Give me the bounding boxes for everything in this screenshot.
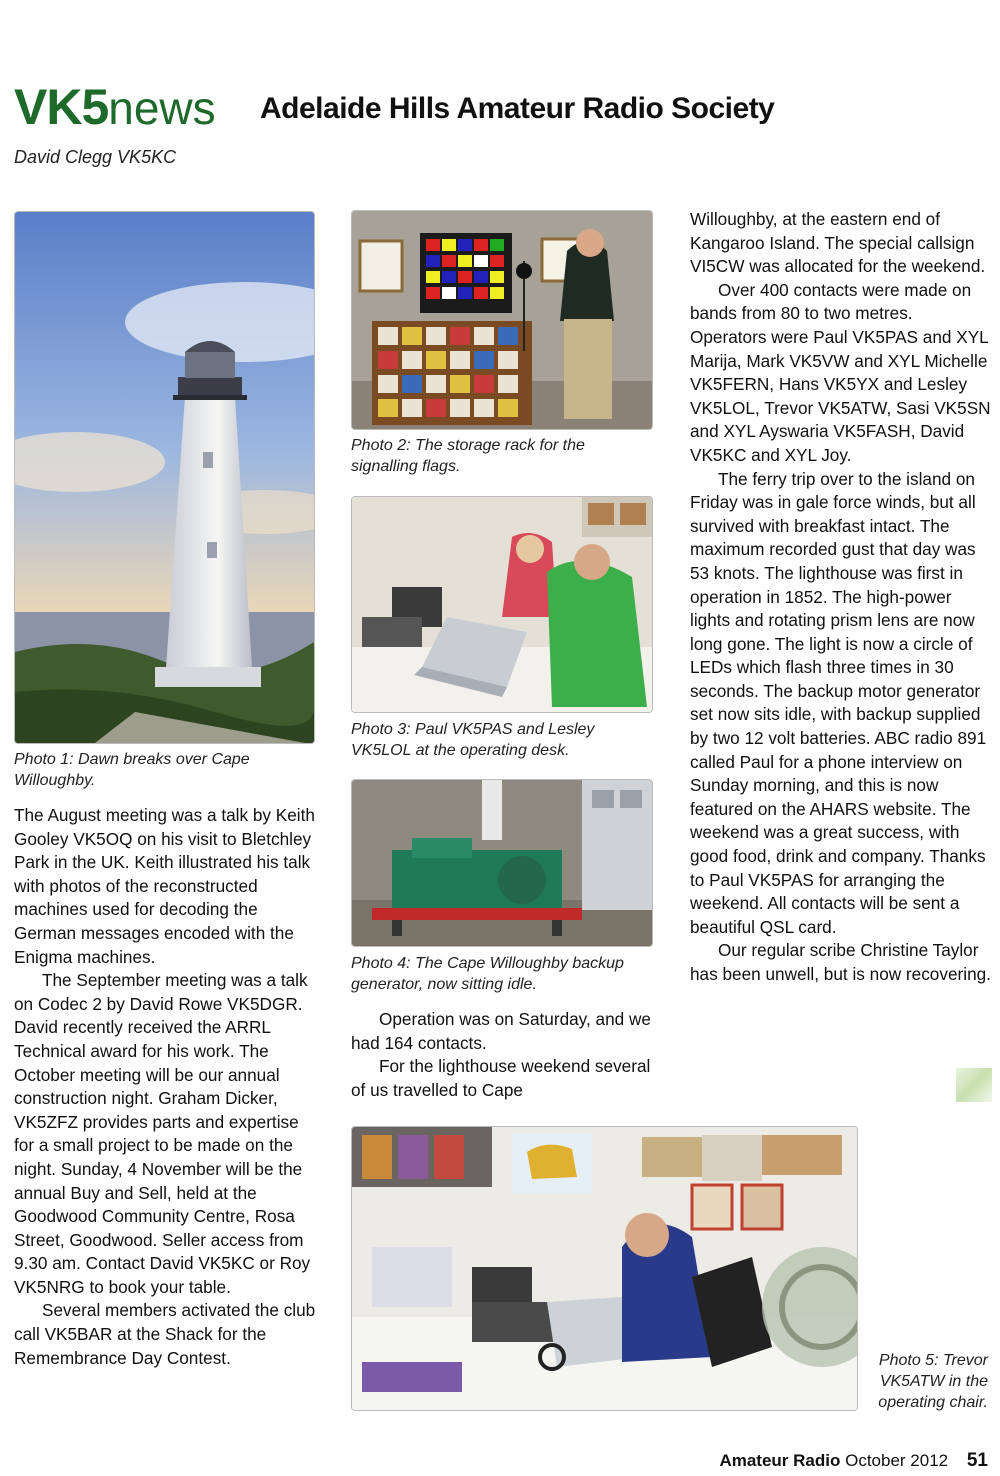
photo-operating-chair: [351, 1126, 858, 1411]
paragraph: Several members activated the club call VK5BAR at the Shack for the Remembrance Day Contest.: [14, 1300, 316, 1368]
operating-chair-image: [352, 1127, 857, 1410]
author-byline: David Clegg VK5KC: [14, 147, 177, 167]
footer-publication: Amateur Radio: [719, 1451, 841, 1470]
brand-light: news: [108, 82, 216, 134]
paragraph: Our regular scribe Christine Taylor has been unwell, but is now recovering.: [690, 940, 991, 984]
paragraph: The September meeting was a talk on Codec 2 by David Rowe VK5DGR. David recently received the ARRL Technical award for his work. The October meeting will be our annual construction night. Graham Dicker, VK5ZFZ provides parts and expertise for a small project to be made on the night. Sunday, 4 November will be the annual Buy and Sell, held at the Goodwood Community Centre, Rosa Street, Goodwood. Seller access from 9.30 am. Contact David VK5KC or Roy VK5NRG to book your table.: [14, 970, 311, 1297]
decorative-mark: [956, 1068, 992, 1102]
paragraph: The ferry trip over to the island on Friday was in gale force winds, but all survived with breakfast intact. The maximum recorded gust that day was 53 knots. The lighthouse was first in operation in 1852. The high-power lights and rotating prism lens are now long gone. The light is now a circle of LEDs which flash three times in 30 seconds. The backup motor generator set now sits idle, with backup supplied by two 12 volt batteries. ABC radio 891 called Paul for a phone interview on Sunday morning, and this is now featured on the AHARS website. The weekend was a great success, with good food, drink and company. Thanks to Paul VK5PAS for arranging the weekend. All contacts will be sent a beautiful QSL card.: [690, 468, 987, 937]
column-2-text: [351, 1008, 653, 1102]
paragraph: Operation was on Saturday, and we had 164 contacts.: [351, 1009, 651, 1053]
caption-photo4: Photo 4: The Cape Willoughby backup generator, now sitting idle.: [351, 955, 624, 993]
page-title: Adelaide Hills Amateur Radio Society: [260, 92, 775, 125]
column-3-text: [690, 208, 992, 987]
footer-page-number: 51: [966, 1450, 988, 1471]
caption-photo2: Photo 2: The storage rack for the signalling flags.: [351, 437, 585, 475]
paragraph: Over 400 contacts were made on bands from 80 to two metres. Operators were Paul VK5PAS and XYL Marija, Mark VK5VW and XYL Michelle VK5FERN, Hans VK5YX and Lesley VK5LOL, Trevor VK5ATW, Sasi VK5SN and XYL Ayswaria VK5FASH, David VK5KC and XYL Joy.: [690, 279, 991, 465]
lighthouse-image: [15, 212, 314, 743]
section-brand: [14, 78, 216, 138]
column-1-text: [14, 804, 316, 1370]
paragraph: For the lighthouse weekend several of us travelled to Cape: [351, 1056, 651, 1100]
photo-flag-rack: [351, 210, 653, 430]
page-footer: [719, 1450, 988, 1472]
photo-lighthouse: [14, 211, 315, 744]
paragraph: The August meeting was a talk by Keith Gooley VK5OQ on his visit to Bletchley Park in the UK. Keith illustrated his talk with photos of the reconstructed machines used for decoding the German messages encoded with the Enigma machines.: [14, 805, 315, 967]
caption-photo3: Photo 3: Paul VK5PAS and Lesley VK5LOL at the operating desk.: [351, 721, 595, 759]
generator-image: [352, 780, 652, 946]
brand-bold: VK5: [14, 79, 109, 135]
footer-issue: October 2012: [845, 1451, 949, 1470]
flag-rack-image: [352, 211, 652, 429]
photo-generator: [351, 779, 653, 947]
caption-photo5: Photo 5: Trevor VK5ATW in the operating chair.: [878, 1352, 988, 1411]
operating-desk-image: [352, 497, 652, 712]
caption-photo1: Photo 1: Dawn breaks over Cape Willoughby.: [14, 751, 250, 789]
photo-operating-desk: [351, 496, 653, 713]
paragraph: Willoughby, at the eastern end of Kangaroo Island. The special callsign VI5CW was allocated for the weekend.: [690, 209, 986, 277]
